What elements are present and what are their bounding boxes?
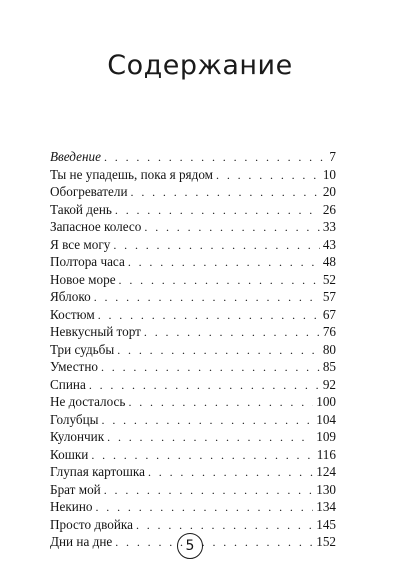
toc-entry-page: 48 bbox=[322, 254, 336, 269]
toc-entry-page: 116 bbox=[316, 446, 336, 462]
page-number: 5 bbox=[177, 533, 203, 559]
toc-entry-title: Такой день bbox=[50, 201, 112, 217]
dot-leader bbox=[119, 272, 320, 290]
toc-entry-page: 76 bbox=[322, 324, 336, 339]
dot-leader bbox=[113, 237, 319, 255]
dot-leader bbox=[115, 202, 320, 220]
dot-leader bbox=[144, 324, 320, 342]
dot-leader bbox=[216, 167, 320, 185]
toc-entry-title: Я все могу bbox=[50, 236, 111, 252]
dot-leader bbox=[94, 289, 320, 307]
dot-leader bbox=[98, 307, 320, 325]
toc-entry-page: 100 bbox=[316, 394, 336, 409]
toc-entry-page: 130 bbox=[316, 481, 336, 497]
toc-entry bbox=[50, 253, 336, 271]
toc-entry bbox=[50, 166, 336, 184]
toc-entry-page: 26 bbox=[322, 201, 336, 217]
dot-leader bbox=[89, 377, 320, 395]
toc-entry-page: 33 bbox=[322, 219, 336, 234]
dot-leader bbox=[101, 359, 320, 377]
toc-entry-title: Обогреватели bbox=[50, 184, 128, 199]
dot-leader bbox=[128, 394, 313, 412]
toc-entry bbox=[50, 428, 336, 446]
dot-leader bbox=[131, 184, 320, 202]
toc-entry-page: 43 bbox=[322, 236, 336, 252]
dot-leader bbox=[107, 429, 313, 447]
toc-entry-title: Кошки bbox=[50, 446, 89, 462]
toc-entry bbox=[50, 393, 336, 411]
dot-leader bbox=[115, 534, 313, 552]
dot-leader bbox=[91, 447, 313, 465]
toc-entry bbox=[50, 218, 336, 236]
toc-entry-page: 152 bbox=[316, 534, 336, 549]
toc-entry bbox=[50, 288, 336, 306]
toc-entry bbox=[50, 498, 336, 516]
toc-entry-title: Яблоко bbox=[50, 289, 91, 304]
dot-leader bbox=[136, 517, 313, 535]
toc-entry bbox=[50, 148, 336, 166]
dot-leader bbox=[102, 412, 314, 430]
toc-entry bbox=[50, 306, 336, 324]
toc-entry-title: Не досталось bbox=[50, 394, 126, 409]
dot-leader bbox=[117, 342, 320, 360]
toc-entry-title: Дни на дне bbox=[50, 534, 113, 549]
toc-entry-page: 52 bbox=[322, 271, 336, 287]
toc-entry-page: 145 bbox=[316, 516, 336, 532]
toc-entry-title: Кулончик bbox=[50, 429, 105, 444]
toc-entry-page: 7 bbox=[329, 149, 336, 164]
dot-leader bbox=[104, 149, 326, 167]
page-title: Содержание bbox=[107, 50, 293, 81]
dot-leader bbox=[148, 464, 313, 482]
toc-entry-title: Некино bbox=[50, 499, 93, 514]
toc-entry-page: 67 bbox=[322, 306, 336, 322]
toc-entry-page: 104 bbox=[316, 411, 336, 427]
toc-entry-title: Новое море bbox=[50, 271, 116, 287]
toc-entry-title: Спина bbox=[50, 376, 86, 392]
toc-entry-title: Полтора часа bbox=[50, 254, 125, 269]
toc-entry-title: Невкусный торт bbox=[50, 324, 141, 339]
toc-entry bbox=[50, 446, 336, 464]
toc-entry-title: Глупая картошка bbox=[50, 464, 145, 479]
toc-entry bbox=[50, 323, 336, 341]
toc-entry-title: Запасное колесо bbox=[50, 219, 142, 234]
toc-entry-title: Введение bbox=[50, 149, 101, 164]
toc-entry bbox=[50, 463, 336, 481]
toc-entry-page: 134 bbox=[316, 499, 336, 514]
toc-entry-title: Уместно bbox=[50, 359, 98, 374]
toc-entry bbox=[50, 481, 336, 499]
dot-leader bbox=[128, 254, 320, 272]
toc-entry-page: 109 bbox=[316, 429, 336, 444]
toc-entry-page: 20 bbox=[322, 184, 336, 199]
toc-entry-title: Брат мой bbox=[50, 481, 101, 497]
toc-entry bbox=[50, 358, 336, 376]
toc-entry-page: 124 bbox=[316, 464, 336, 479]
dot-leader bbox=[104, 482, 313, 500]
toc-entry-title: Костюм bbox=[50, 306, 95, 322]
toc-entry-title: Ты не упадешь, пока я рядом bbox=[50, 166, 214, 182]
dot-leader bbox=[144, 219, 319, 237]
toc-entry bbox=[50, 376, 336, 394]
toc-entry-page: 80 bbox=[322, 341, 336, 357]
toc-entry-title: Голубцы bbox=[50, 411, 99, 427]
toc-entry-page: 57 bbox=[322, 289, 336, 304]
toc-entry bbox=[50, 411, 336, 429]
toc-entry bbox=[50, 271, 336, 289]
toc-entry bbox=[50, 201, 336, 219]
toc-entry-title: Три судьбы bbox=[50, 341, 115, 357]
dot-leader bbox=[96, 499, 314, 517]
toc-entry bbox=[50, 516, 336, 534]
table-of-contents bbox=[50, 148, 336, 551]
toc-entry-page: 85 bbox=[322, 359, 336, 374]
toc-entry bbox=[50, 341, 336, 359]
toc-entry bbox=[50, 183, 336, 201]
toc-entry-title: Просто двойка bbox=[50, 516, 133, 532]
toc-entry bbox=[50, 236, 336, 254]
toc-entry-page: 92 bbox=[322, 376, 336, 392]
toc-entry-page: 10 bbox=[322, 166, 336, 182]
